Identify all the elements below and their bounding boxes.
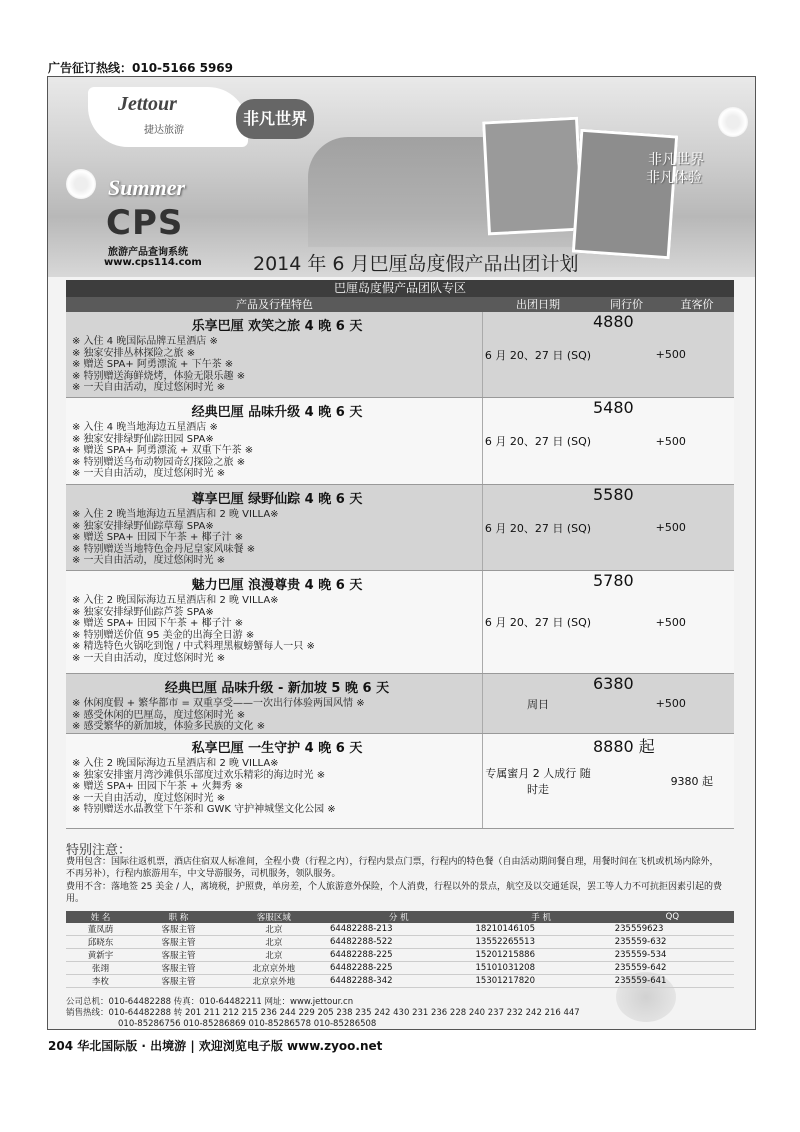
retail-price: +500	[655, 521, 686, 534]
note-exclude-text: 落地签 25 美金 / 人，离境税，护照费，单房差，个人旅游意外保险，个人消费，行程以外的景点，航空及以交通延误，罢工等人力不可抗拒因素引起的费用。	[66, 882, 722, 904]
footer-line-2: 销售热线：010-64482288 转 201 211 212 215 236 244 229 205 238 235 242 430 231 236 228 240 237 232 242 216 447	[66, 1008, 580, 1018]
product-feature: ※ 特别赠送当地特色金丹尼皇家风味餐 ※	[72, 543, 256, 555]
zone-title: 巴厘岛度假产品团队专区	[66, 280, 734, 297]
retail-price: +500	[655, 434, 686, 448]
product-feature: ※ 特别赠送海鲜烧烤，体验无限乐趣 ※	[72, 370, 246, 382]
note-exclude-label: 费用不含：	[66, 882, 112, 892]
retail-price: 9380 起	[670, 775, 714, 788]
retail-price: +500	[655, 697, 686, 710]
peer-price: 6380	[593, 674, 634, 693]
contacts-table	[66, 911, 734, 988]
ad-hotline: 广告征订热线：010-5166 5969	[48, 61, 234, 75]
footer-info	[66, 997, 580, 1030]
product-feature: ※ 特别赠送乌布动物园奇幻探险之旅 ※	[72, 456, 246, 468]
product-row	[66, 398, 734, 485]
product-description	[66, 571, 483, 673]
departure-date: 周日	[527, 697, 549, 711]
product-row	[66, 734, 734, 829]
retail-price: +500	[655, 348, 686, 361]
contacts-cell: 董凤荫	[66, 923, 135, 936]
note-include-text: 国际往返机票，酒店住宿双人标准间，全程小费（行程之内），行程内景点门票，行程内的特色餐（自由活动期间餐自理，用餐时间在飞机或机场内除外，不再另补），行程内旅游用车，中文导游服务，司机服务，领队服务。	[66, 857, 719, 879]
contacts-column-header: 职 称	[135, 911, 222, 923]
departure-date: 6 月 20、27 日 (SQ)	[484, 521, 592, 535]
jettour-logo-sub: 捷达旅游	[144, 125, 184, 136]
contacts-cell: 北京	[222, 949, 326, 962]
product-title: 尊享巴厘 绿野仙踪 4 晚 6 天	[191, 492, 363, 507]
product-feature: ※ 赠送 SPA+ 阿勇漂流 + 下午茶 ※	[72, 359, 234, 370]
contacts-cell: 64482288-522	[326, 936, 472, 949]
product-feature: ※ 休闲度假 + 繁华都市 = 双重享受——一次出行体验两国风情 ※	[72, 698, 365, 709]
contacts-cell: 北京京外地	[222, 962, 326, 975]
product-feature: ※ 精选特色火锅吃到饱 / 中式料理黑椒螃蟹每人一只 ※	[72, 641, 315, 652]
slogan	[648, 151, 704, 187]
col-product: 产品及行程特色	[236, 298, 313, 311]
plan-title: 2014 年 6 月巴厘岛度假产品出团计划	[253, 253, 579, 275]
product-feature: ※ 独家安排丛林探险之旅 ※	[72, 347, 196, 359]
product-feature: ※ 感受繁华的新加坡，体验多民族的文化 ※	[72, 721, 266, 732]
contacts-row	[66, 949, 734, 962]
product-row	[66, 674, 734, 734]
slogan-line-1: 非凡世界	[648, 152, 704, 168]
banner	[48, 77, 755, 277]
contacts-cell: 客服主管	[135, 975, 222, 988]
product-feature: ※ 赠送 SPA+ 田园下午茶 + 火舞秀 ※	[72, 781, 244, 792]
flower-icon	[66, 169, 96, 199]
product-feature: ※ 一天自由活动，度过悠闲时光 ※	[72, 382, 226, 393]
product-title: 经典巴厘 品味升级 - 新加坡 5 晚 6 天	[164, 681, 390, 696]
contacts-column-header: 分 机	[326, 911, 472, 923]
contacts-header-row	[66, 911, 734, 923]
contacts-cell: 客服主管	[135, 962, 222, 975]
product-rows	[66, 312, 734, 829]
contacts-cell: 北京	[222, 923, 326, 936]
product-title: 魅力巴厘 浪漫尊贵 4 晚 6 天	[191, 578, 363, 593]
flyer-frame	[47, 76, 756, 1030]
product-feature: ※ 入住 2 晚当地海边五星酒店和 2 晚 VILLA※	[72, 509, 279, 520]
product-feature: ※ 一天自由活动，度过悠闲时光 ※	[72, 555, 226, 566]
contacts-row	[66, 975, 734, 988]
contacts-cell: 15201215886	[472, 949, 611, 962]
woman-photo	[572, 129, 678, 260]
retail-price: +500	[655, 615, 686, 629]
page-footer: 204 华北国际版 · 出境游 | 欢迎浏览电子版 www.zyoo.net	[48, 1039, 383, 1053]
couple-photo	[482, 117, 584, 236]
contacts-cell: 15101031208	[472, 962, 611, 975]
contacts-cell: 64482288-213	[326, 923, 472, 936]
contacts-row	[66, 962, 734, 975]
slogan-line-2: 非凡体验	[646, 170, 702, 186]
jettour-logo-name: Jettour	[118, 93, 177, 115]
product-table	[66, 280, 734, 829]
product-feature: ※ 特别赠送价值 95 美金的出海全日游 ※	[72, 629, 255, 641]
contacts-column-header: 姓 名	[66, 911, 135, 923]
product-description	[66, 485, 483, 570]
contacts-cell: 235559-642	[611, 962, 734, 975]
departure-date: 专属蜜月 2 人成行 随时走	[485, 767, 591, 796]
peer-price: 5780	[593, 571, 634, 590]
column-headers	[66, 297, 734, 312]
flower-icon	[718, 107, 748, 137]
contacts-cell: 客服主管	[135, 936, 222, 949]
product-description	[66, 398, 483, 484]
contacts-cell: 235559623	[611, 923, 734, 936]
product-feature: ※ 独家安排绿野仙踪芦荟 SPA※	[72, 606, 214, 618]
notes-title: 特别注意：	[66, 843, 132, 858]
col-date: 出团日期	[516, 298, 560, 311]
product-feature: ※ 赠送 SPA+ 阿勇漂流 + 双重下午茶 ※	[72, 445, 254, 456]
contacts-column-header: 客服区域	[222, 911, 326, 923]
product-description	[66, 674, 483, 733]
contacts-cell: 张翊	[66, 962, 135, 975]
contacts-cell: 235559-641	[611, 975, 734, 988]
contacts-row	[66, 936, 734, 949]
contacts-cell: 15301217820	[472, 975, 611, 988]
product-row	[66, 312, 734, 398]
product-feature: ※ 入住 2 晚国际海边五星酒店和 2 晚 VILLA※	[72, 758, 279, 769]
brand-logo: 非凡世界	[236, 99, 314, 139]
product-feature: ※ 入住 4 晚国际品牌五星酒店 ※	[72, 336, 218, 347]
product-feature: ※ 独家安排绿野仙踪田园 SPA※	[72, 433, 214, 445]
footer-line-1: 公司总机：010-64482288 传真：010-64482211 网址：www.jettour.cn	[66, 997, 354, 1007]
product-feature: ※ 一天自由活动，度过悠闲时光 ※	[72, 468, 226, 479]
product-feature: ※ 入住 2 晚国际海边五星酒店和 2 晚 VILLA※	[72, 595, 279, 606]
contacts-cell: 13552265513	[472, 936, 611, 949]
peer-price: 5580	[593, 485, 634, 504]
departure-date: 6 月 20、27 日 (SQ)	[484, 616, 592, 629]
product-feature: ※ 感受休闲的巴厘岛，度过悠闲时光 ※	[72, 709, 246, 721]
product-title: 乐享巴厘 欢笑之旅 4 晚 6 天	[191, 319, 363, 334]
contacts-column-header: QQ	[611, 911, 734, 923]
contacts-body	[66, 923, 734, 988]
contacts-cell: 客服主管	[135, 923, 222, 936]
note-include-label: 费用包含：	[66, 857, 112, 867]
product-feature: ※ 独家安排绿野仙踪草莓 SPA※	[72, 520, 214, 532]
product-row	[66, 571, 734, 674]
col-peer: 同行价	[610, 298, 643, 311]
contacts-cell: 235559-534	[611, 949, 734, 962]
summer-text: Summer	[108, 175, 186, 200]
contacts-row	[66, 923, 734, 936]
note-include	[66, 856, 726, 880]
product-title: 私享巴厘 一生守护 4 晚 6 天	[191, 741, 363, 756]
contacts-cell: 235559-632	[611, 936, 734, 949]
departure-date: 6 月 20、27 日 (SQ)	[484, 348, 592, 362]
note-exclude	[66, 881, 726, 905]
departure-date: 6 月 20、27 日 (SQ)	[484, 435, 592, 448]
cps-logo: CPS	[106, 203, 184, 243]
footer-line-3: 010-85286756 010-85286869 010-85286578 010-85286508	[118, 1019, 377, 1029]
contacts-cell: 客服主管	[135, 949, 222, 962]
peer-price: 8880 起	[593, 737, 655, 756]
product-feature: ※ 赠送 SPA+ 田园下午茶 + 椰子汁 ※	[72, 532, 244, 543]
peer-price: 5480	[593, 398, 634, 417]
product-title: 经典巴厘 品味升级 4 晚 6 天	[191, 405, 363, 420]
product-row	[66, 485, 734, 571]
peer-price: 4880	[593, 312, 634, 331]
contacts-cell: 李枚	[66, 975, 135, 988]
contacts-column-header: 手 机	[472, 911, 611, 923]
product-description	[66, 734, 483, 828]
col-retail: 直客价	[680, 298, 714, 311]
cps-url[interactable]: www.cps114.com	[104, 257, 202, 268]
product-description	[66, 312, 483, 397]
product-feature: ※ 特别赠送水晶教堂下午茶和 GWK 守护神城堡文化公园 ※	[72, 804, 336, 815]
product-feature: ※ 赠送 SPA+ 田园下午茶 + 椰子汁 ※	[72, 618, 244, 629]
contacts-cell: 黄新宇	[66, 949, 135, 962]
product-feature: ※ 一天自由活动，度过悠闲时光 ※	[72, 792, 226, 804]
contacts-cell: 北京	[222, 936, 326, 949]
contacts-cell: 64482288-225	[326, 949, 472, 962]
product-feature: ※ 一天自由活动，度过悠闲时光 ※	[72, 652, 226, 664]
contacts-cell: 64482288-342	[326, 975, 472, 988]
contacts-cell: 邱晓东	[66, 936, 135, 949]
contacts-cell: 18210146105	[472, 923, 611, 936]
contacts-cell: 北京京外地	[222, 975, 326, 988]
product-feature: ※ 独家安排蜜月湾沙滩俱乐部度过欢乐精彩的海边时光 ※	[72, 769, 326, 781]
contacts-cell: 64482288-225	[326, 962, 472, 975]
product-feature: ※ 入住 4 晚当地海边五星酒店 ※	[72, 422, 218, 433]
cps-subtitle: 旅游产品查询系统	[108, 247, 188, 258]
